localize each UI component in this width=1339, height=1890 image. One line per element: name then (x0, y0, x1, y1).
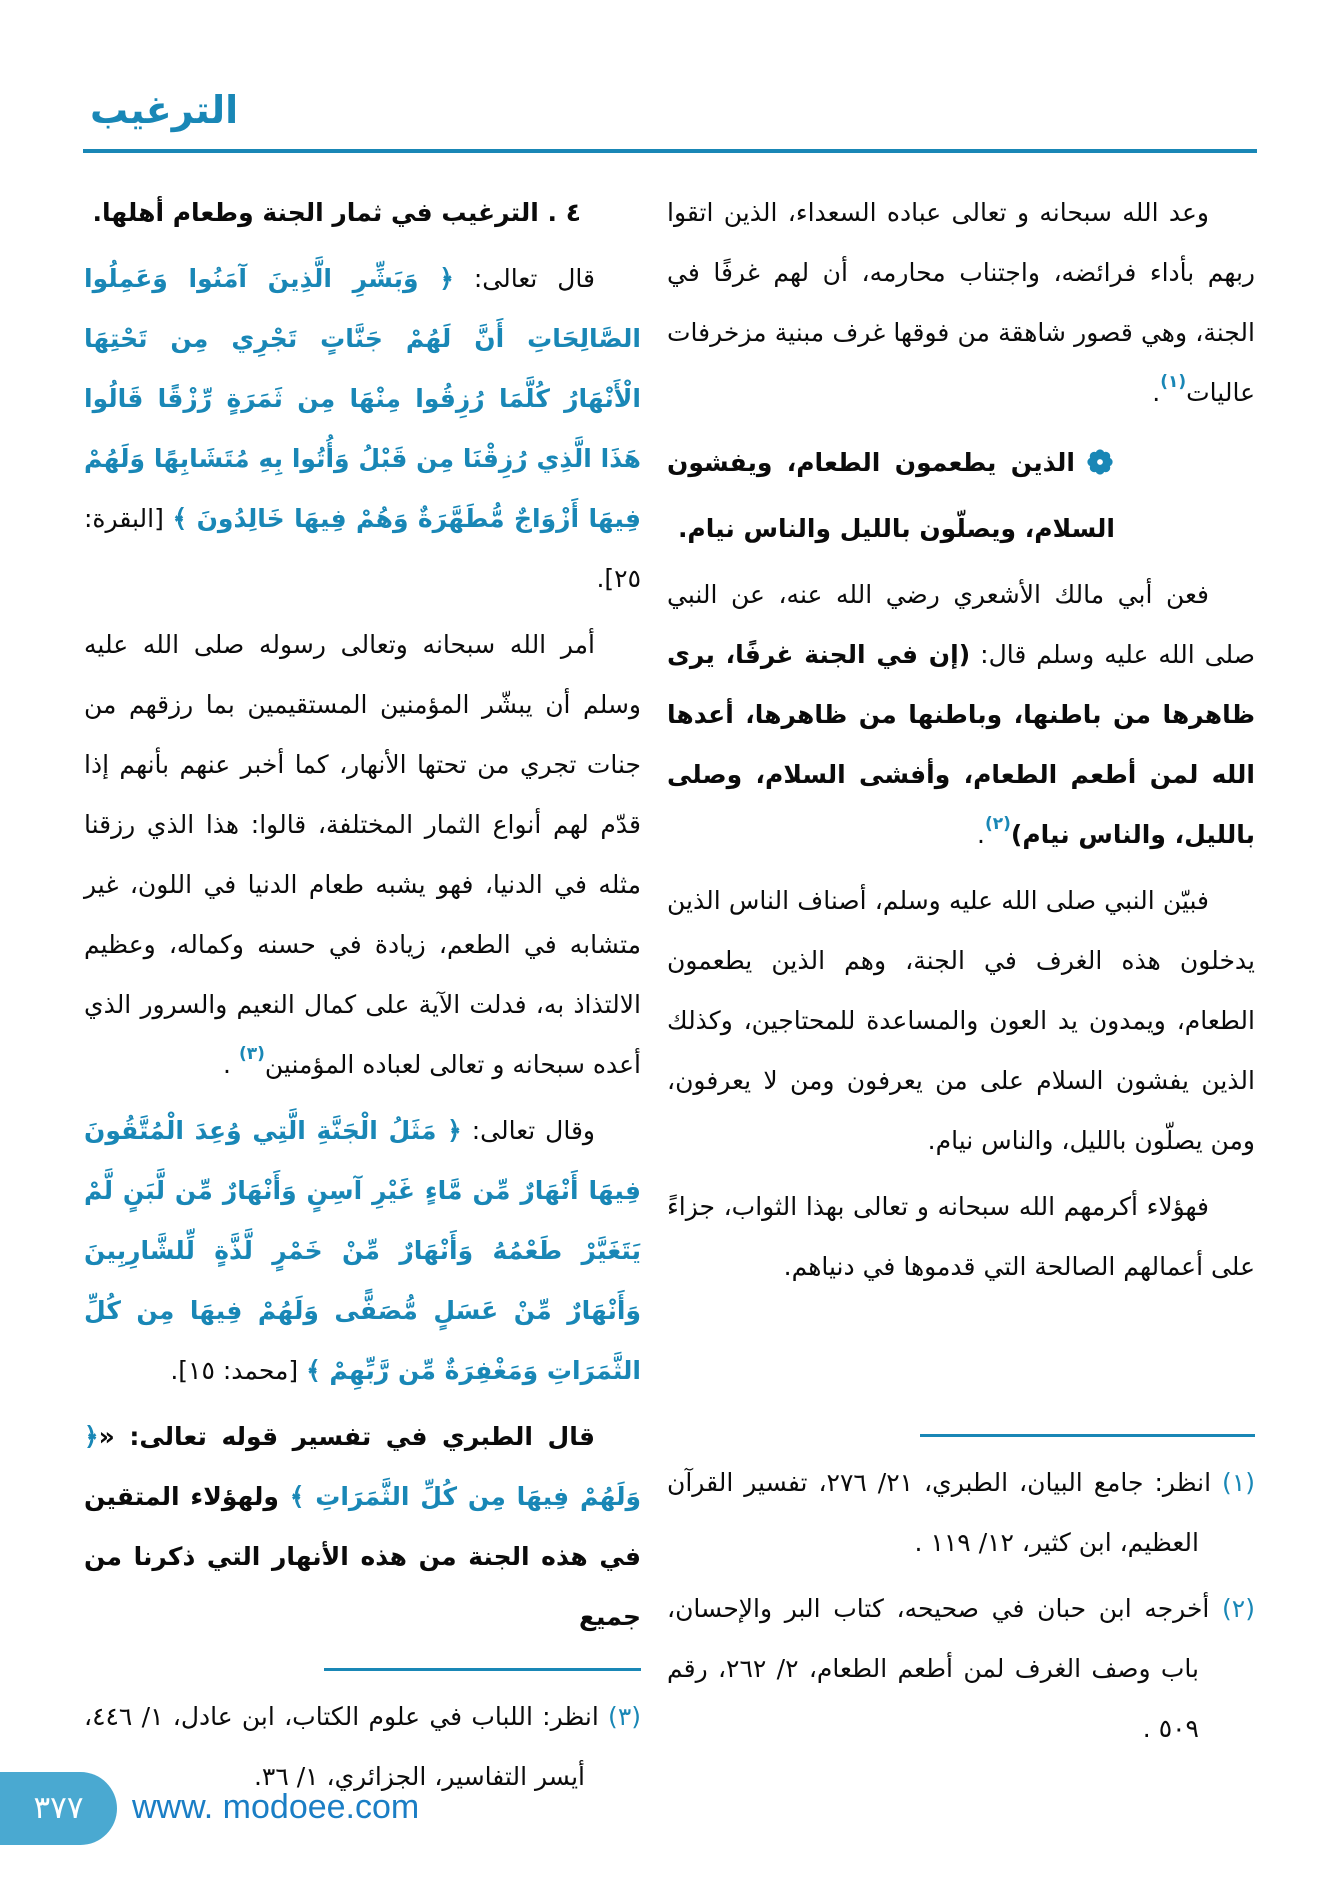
footnote (667, 1453, 1255, 1573)
footnote-separator (324, 1668, 641, 1671)
page-body (84, 183, 1255, 1831)
paragraph: فبيّن النبي صلى الله عليه وسلم، أصناف الناس الذين يدخلون هذه الغرف في الجنة، وهم الذين يطعمون الطعام، ويمدون يد العون والمساعدة للمحتاجين، وكذلك الذين يفشون السلام على من يعرفون ومن لا يعرفون، ومن يصلّون بالليل، والناس نيام. (667, 886, 1255, 1155)
highlighted-saying (667, 433, 1255, 559)
column-left (84, 183, 641, 1813)
hadith-intro: فعن أبي مالك الأشعري رضي الله عنه، عن النبي صلى الله عليه وسلم قال: (667, 580, 1255, 669)
paragraph (84, 615, 641, 1095)
footnote-separator (920, 1434, 1255, 1437)
column-right (667, 183, 1255, 1765)
footnote-ref-1: (١) (1160, 372, 1187, 392)
footnotes-right (667, 1434, 1255, 1765)
flower-ornament-icon (1085, 439, 1115, 499)
quran-verse-baqarah-25: ﴿ وَبَشِّرِ الَّذِينَ آمَنُوا وَعَمِلُوا الصَّالِحَاتِ أَنَّ لَهُمْ جَنَّاتٍ تَجْرِي مِن تَحْتِهَا الْأَنْهَارُ كُلَّمَا رُزِقُوا مِنْهَا مِن ثَمَرَةٍ رِّزْقًا قَالُوا هَذَا الَّذِي رُزِقْنَا مِن قَبْلُ وَأُتُوا بِهِ مُتَشَابِهًا وَلَهُمْ فِيهَا أَزْوَاجٌ مُّطَهَّرَةٌ وَهُمْ فِيهَا خَالِدُونَ ﴾ (84, 264, 641, 533)
verse-intro: قال تعالى: (453, 264, 595, 293)
running-header-title: الترغيب (90, 88, 239, 132)
footnote-ref-2: (٢) (984, 814, 1011, 834)
paragraph-text: وعد الله سبحانه و تعالى عباده السعداء، الذين اتقوا ربهم بأداء فرائضه، واجتناب محارمه، أن لهم غرفًا في الجنة، وهي قصور شاهقة من فوقها غرف مبنية مزخرفات عاليات (667, 198, 1255, 407)
paragraph (84, 249, 641, 609)
footnote (667, 1579, 1255, 1759)
page-number-badge: ٣٧٧ (0, 1772, 117, 1845)
paragraph-text: أمر الله سبحانه وتعالى رسوله صلى الله عليه وسلم أن يبشّر المؤمنين المستقيمين بما رزقهم من جنات تجري من تحتها الأنهار، كما أخبر عنهم بأنهم إذا قدّم لهم أنواع الثمار المختلفة، قالوا: هذا الذي رزقنا مثله في الدنيا، فهو يشبه طعام الدنيا في اللون، غير متشابه في الطعم، زيادة في حسنه وكماله، وعظيم الالتذاذ به، فدلت الآية على كمال النعيم والسرور الذي أعده سبحانه و تعالى لعباده المؤمنين (84, 630, 641, 1079)
verse-intro: وقال تعالى: (461, 1116, 595, 1145)
tabari-quote-text: ولهؤلاء المتقين في هذه الجنة من هذه الأنهار التي ذكرنا من جميع (84, 1482, 641, 1631)
footnote-marker: (٣) (608, 1702, 642, 1731)
website-url: www. modoee.com (132, 1788, 420, 1826)
footnote-text: أخرجه ابن حبان في صحيحه، كتاب البر والإحسان، باب وصف الغرف لمن أطعم الطعام، ٢/ ٢٦٢، رقم ٥٠٩ . (667, 1594, 1210, 1743)
paragraph (84, 1407, 641, 1647)
highlighted-saying-text: الذين يطعمون الطعام، ويفشون السلام، ويصلّون بالليل والناس نيام. (667, 448, 1115, 543)
tabari-quote-intro: قال الطبري في تفسير قوله تعالى: « (98, 1422, 595, 1451)
section-heading: ٤ . الترغيب في ثمار الجنة وطعام أهلها. (92, 198, 581, 227)
hadith-text: (إن في الجنة غرفًا، يرى ظاهرها من باطنها، وباطنها من ظاهرها، أعدها الله لمن أطعم الطعام، وأفشى السلام، وصلى بالليل، والناس نيام) (667, 640, 1255, 849)
footnote-text: انظر: اللباب في علوم الكتاب، ابن عادل، ١/ ٤٤٦، أيسر التفاسير، الجزائري، ١/ ٣٦. (84, 1702, 599, 1791)
paragraph-text: . (1152, 378, 1161, 407)
paragraph (667, 565, 1255, 865)
quran-verse-muhammad-15: ﴿ مَثَلُ الْجَنَّةِ الَّتِي وُعِدَ الْمُتَّقُونَ فِيهَا أَنْهَارٌ مِّن مَّاءٍ غَيْرِ آسِنٍ وَأَنْهَارٌ مِّن لَّبَنٍ لَّمْ يَتَغَيَّرْ طَعْمُهُ وَأَنْهَارٌ مِّنْ خَمْرٍ لَّذَّةٍ لِّلشَّارِبِينَ وَأَنْهَارٌ مِّنْ عَسَلٍ مُّصَفًّى وَلَهُمْ فِيهَا مِن كُلِّ الثَّمَرَاتِ وَمَغْفِرَةٌ مِّن رَّبِّهِمْ ﴾ (84, 1116, 641, 1385)
footnote-text: انظر: جامع البيان، الطبري، ٢١/ ٢٧٦، تفسير القرآن العظيم، ابن كثير، ١٢/ ١١٩ . (667, 1468, 1212, 1557)
verse-reference: [محمد: ١٥]. (170, 1356, 307, 1385)
paragraph (84, 1101, 641, 1401)
footnote-marker: (٢) (1222, 1594, 1255, 1623)
paragraph: فهؤلاء أكرمهم الله سبحانه و تعالى بهذا الثواب، جزاءً على أعمالهم الصالحة التي قدموها في دنياهم. (667, 1192, 1255, 1281)
header-rule (83, 149, 1257, 153)
footnote-ref-3: (٣) (238, 1044, 265, 1064)
quran-verse-fragment: ﴿ وَلَهُمْ فِيهَا مِن كُلِّ الثَّمَرَاتِ ﴾ (84, 1422, 641, 1511)
paragraph-text: . (223, 1050, 239, 1079)
verse-reference: [البقرة: ٢٥]. (84, 504, 641, 593)
footnote-marker: (١) (1222, 1468, 1256, 1497)
paragraph (667, 183, 1255, 423)
paragraph-text: . (976, 820, 985, 849)
